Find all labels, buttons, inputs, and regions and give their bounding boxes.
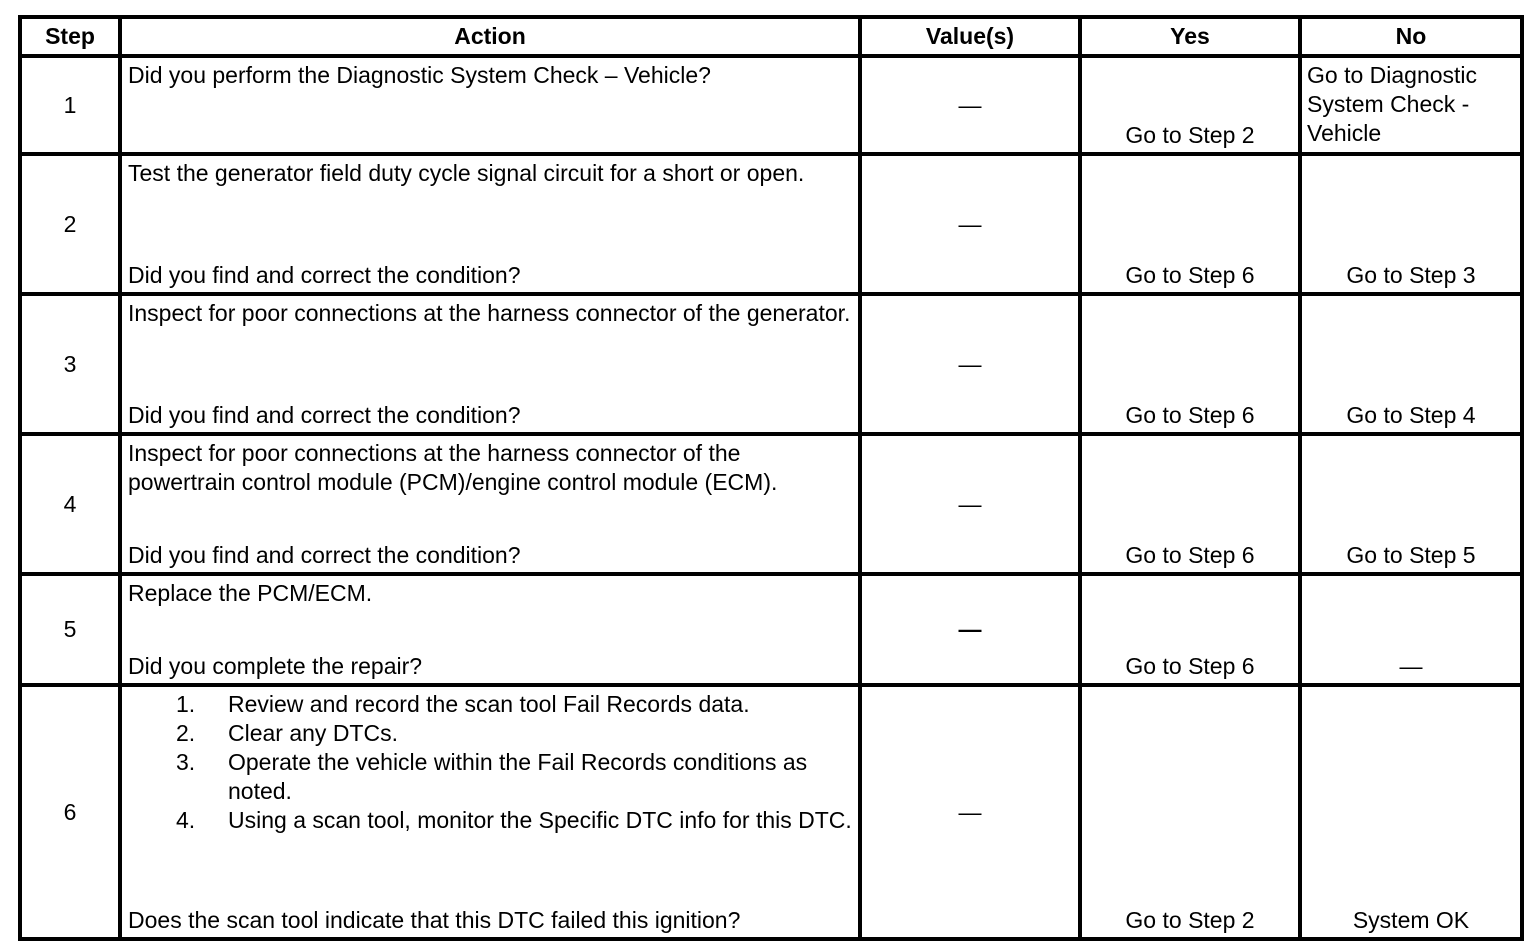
action-text: Replace the PCM/ECM. bbox=[128, 580, 373, 606]
step-number: 3 bbox=[20, 294, 120, 434]
action-cell bbox=[120, 574, 860, 685]
value-cell: — bbox=[860, 294, 1080, 434]
action-cell bbox=[120, 685, 860, 939]
action-cell bbox=[120, 434, 860, 574]
yes-cell: Go to Step 6 bbox=[1080, 434, 1300, 574]
step-number: 5 bbox=[20, 574, 120, 685]
action-cell bbox=[120, 56, 860, 154]
step-number: 1 bbox=[20, 56, 120, 154]
table-row bbox=[20, 56, 1522, 154]
header-step: Step bbox=[20, 17, 120, 56]
yes-cell: Go to Step 6 bbox=[1080, 154, 1300, 294]
value-cell: — bbox=[860, 154, 1080, 294]
action-text: Inspect for poor connections at the harness connector of the generator. bbox=[128, 300, 851, 326]
value-cell: — bbox=[860, 685, 1080, 939]
action-question: Did you find and correct the condition? bbox=[128, 402, 521, 428]
value-cell: — bbox=[860, 434, 1080, 574]
list-number: 1. bbox=[176, 691, 196, 717]
step-number: 6 bbox=[20, 685, 120, 939]
no-cell: Go to Diagnostic System Check - Vehicle bbox=[1300, 56, 1522, 154]
list-text: Clear any DTCs. bbox=[228, 720, 398, 746]
table-row bbox=[20, 294, 1522, 434]
table-row bbox=[20, 685, 1522, 939]
table-row bbox=[20, 154, 1522, 294]
procedure-list bbox=[128, 690, 852, 835]
list-number: 3. bbox=[176, 749, 196, 775]
table-row bbox=[20, 574, 1522, 685]
header-no: No bbox=[1300, 17, 1522, 56]
step-number: 2 bbox=[20, 154, 120, 294]
no-cell: Go to Step 4 bbox=[1300, 294, 1522, 434]
list-text: Review and record the scan tool Fail Records data. bbox=[228, 691, 750, 717]
no-cell: System OK bbox=[1300, 685, 1522, 939]
list-item bbox=[176, 806, 852, 835]
value-cell: — bbox=[860, 574, 1080, 685]
action-question: Did you complete the repair? bbox=[128, 653, 423, 679]
list-text: Using a scan tool, monitor the Specific DTC info for this DTC. bbox=[228, 807, 852, 833]
action-cell bbox=[120, 154, 860, 294]
value-cell: — bbox=[860, 56, 1080, 154]
action-question: Does the scan tool indicate that this DTC failed this ignition? bbox=[128, 907, 741, 933]
step-number: 4 bbox=[20, 434, 120, 574]
no-cell: Go to Step 5 bbox=[1300, 434, 1522, 574]
list-item bbox=[176, 719, 852, 748]
header-row bbox=[20, 17, 1522, 56]
yes-cell: Go to Step 2 bbox=[1080, 56, 1300, 154]
action-cell bbox=[120, 294, 860, 434]
list-number: 4. bbox=[176, 807, 196, 833]
header-action: Action bbox=[120, 17, 860, 56]
no-cell: Go to Step 3 bbox=[1300, 154, 1522, 294]
action-text: Test the generator field duty cycle signal circuit for a short or open. bbox=[128, 160, 805, 186]
list-item bbox=[176, 748, 852, 806]
list-item bbox=[176, 690, 852, 719]
action-question: Did you find and correct the condition? bbox=[128, 262, 521, 288]
list-text: Operate the vehicle within the Fail Records conditions as noted. bbox=[228, 749, 808, 804]
action-text: Inspect for poor connections at the harness connector of the powertrain control module (PCM)/engine control module (ECM). bbox=[128, 440, 778, 495]
action-question: Did you find and correct the condition? bbox=[128, 542, 521, 568]
diagnostic-table bbox=[18, 15, 1524, 941]
header-yes: Yes bbox=[1080, 17, 1300, 56]
table-row bbox=[20, 434, 1522, 574]
yes-cell: Go to Step 6 bbox=[1080, 574, 1300, 685]
no-cell: — bbox=[1300, 574, 1522, 685]
list-number: 2. bbox=[176, 720, 196, 746]
action-text: Did you perform the Diagnostic System Check – Vehicle? bbox=[128, 62, 711, 88]
header-values: Value(s) bbox=[860, 17, 1080, 56]
yes-cell: Go to Step 2 bbox=[1080, 685, 1300, 939]
yes-cell: Go to Step 6 bbox=[1080, 294, 1300, 434]
